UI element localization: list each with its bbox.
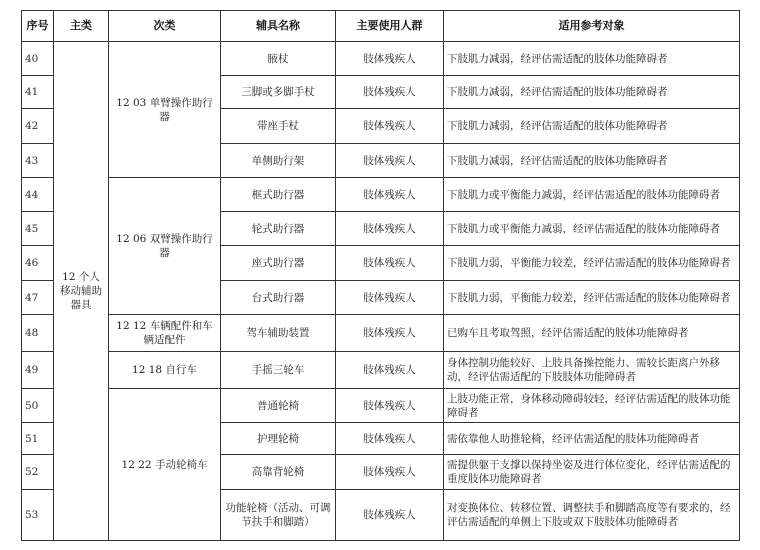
sub-category-cell: 12 18 自行车 <box>109 352 221 389</box>
row-index: 51 <box>22 423 54 455</box>
main-users-cell: 肢体残疾人 <box>336 315 444 352</box>
aid-name-cell: 高靠背轮椅 <box>221 455 336 490</box>
aid-name-cell: 带座手杖 <box>221 109 336 144</box>
sub-category-cell: 12 06 双臂操作助行器 <box>109 178 221 315</box>
row-index: 50 <box>22 389 54 423</box>
main-users-cell: 肢体残疾人 <box>336 42 444 76</box>
row-index: 42 <box>22 109 54 144</box>
table-row <box>22 315 740 352</box>
aid-name-cell: 框式助行器 <box>221 178 336 212</box>
main-users-cell: 肢体残疾人 <box>336 389 444 423</box>
aid-name-cell: 三脚或多脚手杖 <box>221 76 336 109</box>
main-category-cell: 12 个人移动辅助器具 <box>54 42 109 541</box>
applicable-target-cell: 对变换体位、转移位置、调整扶手和脚踏高度等有要求的，经评估需适配的单侧上下肢或双下肢肢体功能障碍者 <box>444 490 740 541</box>
aid-name-cell: 轮式助行器 <box>221 212 336 246</box>
row-index: 53 <box>22 490 54 541</box>
header-aid-name: 辅具名称 <box>221 11 336 42</box>
table-row <box>22 352 740 389</box>
header-index: 序号 <box>22 11 54 42</box>
sub-category-cell: 12 22 手动轮椅车 <box>109 389 221 541</box>
main-users-cell: 肢体残疾人 <box>336 490 444 541</box>
row-index: 48 <box>22 315 54 352</box>
main-users-cell: 肢体残疾人 <box>336 76 444 109</box>
aid-name-cell: 功能轮椅（活动、可调节扶手和脚踏） <box>221 490 336 541</box>
aid-name-cell: 台式助行器 <box>221 281 336 315</box>
aid-name-cell: 普通轮椅 <box>221 389 336 423</box>
aid-name-cell: 驾车辅助装置 <box>221 315 336 352</box>
row-index: 46 <box>22 246 54 281</box>
row-index: 47 <box>22 281 54 315</box>
row-index: 49 <box>22 352 54 389</box>
table-row <box>22 389 740 423</box>
header-applicable-target: 适用参考对象 <box>444 11 740 42</box>
table-header-row <box>22 11 740 42</box>
applicable-target-cell: 已购车且考取驾照，经评估需适配的肢体功能障碍者 <box>444 315 740 352</box>
row-index: 41 <box>22 76 54 109</box>
applicable-target-cell: 下肢肌力弱，平衡能力较差，经评估需适配的肢体功能障碍者 <box>444 246 740 281</box>
applicable-target-cell: 下肢肌力减弱，经评估需适配的肢体功能障碍者 <box>444 42 740 76</box>
main-users-cell: 肢体残疾人 <box>336 212 444 246</box>
main-users-cell: 肢体残疾人 <box>336 281 444 315</box>
header-main-users: 主要使用人群 <box>336 11 444 42</box>
applicable-target-cell: 上肢功能正常，身体移动障碍较轻，经评估需适配的肢体功能障碍者 <box>444 389 740 423</box>
applicable-target-cell: 身体控制功能较好、上肢具备操控能力、需较长距离户外移动，经评估需适配的下肢肢体功能障碍者 <box>444 352 740 389</box>
main-users-cell: 肢体残疾人 <box>336 109 444 144</box>
applicable-target-cell: 需提供躯干支撑以保持坐姿及进行体位变化，经评估需适配的重度肢体功能障碍者 <box>444 455 740 490</box>
applicable-target-cell: 下肢肌力减弱，经评估需适配的肢体功能障碍者 <box>444 76 740 109</box>
table-row <box>22 178 740 212</box>
assistive-devices-table <box>21 10 740 541</box>
main-users-cell: 肢体残疾人 <box>336 144 444 178</box>
main-users-cell: 肢体残疾人 <box>336 455 444 490</box>
row-index: 45 <box>22 212 54 246</box>
row-index: 44 <box>22 178 54 212</box>
main-users-cell: 肢体残疾人 <box>336 178 444 212</box>
applicable-target-cell: 下肢肌力减弱，经评估需适配的肢体功能障碍者 <box>444 144 740 178</box>
row-index: 40 <box>22 42 54 76</box>
applicable-target-cell: 下肢肌力减弱，经评估需适配的肢体功能障碍者 <box>444 109 740 144</box>
main-users-cell: 肢体残疾人 <box>336 423 444 455</box>
main-users-cell: 肢体残疾人 <box>336 246 444 281</box>
aid-name-cell: 座式助行器 <box>221 246 336 281</box>
sub-category-cell: 12 03 单臂操作助行器 <box>109 42 221 178</box>
header-sub-category: 次类 <box>109 11 221 42</box>
row-index: 52 <box>22 455 54 490</box>
row-index: 43 <box>22 144 54 178</box>
applicable-target-cell: 需依靠他人助推轮椅，经评估需适配的肢体功能障碍者 <box>444 423 740 455</box>
aid-name-cell: 手摇三轮车 <box>221 352 336 389</box>
aid-name-cell: 护理轮椅 <box>221 423 336 455</box>
aid-name-cell: 腋杖 <box>221 42 336 76</box>
applicable-target-cell: 下肢肌力或平衡能力减弱，经评估需适配的肢体功能障碍者 <box>444 178 740 212</box>
sub-category-cell: 12 12 车辆配件和车辆适配件 <box>109 315 221 352</box>
applicable-target-cell: 下肢肌力或平衡能力减弱，经评估需适配的肢体功能障碍者 <box>444 212 740 246</box>
header-main-category: 主类 <box>54 11 109 42</box>
table-row <box>22 42 740 76</box>
applicable-target-cell: 下肢肌力弱，平衡能力较差，经评估需适配的肢体功能障碍者 <box>444 281 740 315</box>
aid-name-cell: 单侧助行架 <box>221 144 336 178</box>
main-users-cell: 肢体残疾人 <box>336 352 444 389</box>
